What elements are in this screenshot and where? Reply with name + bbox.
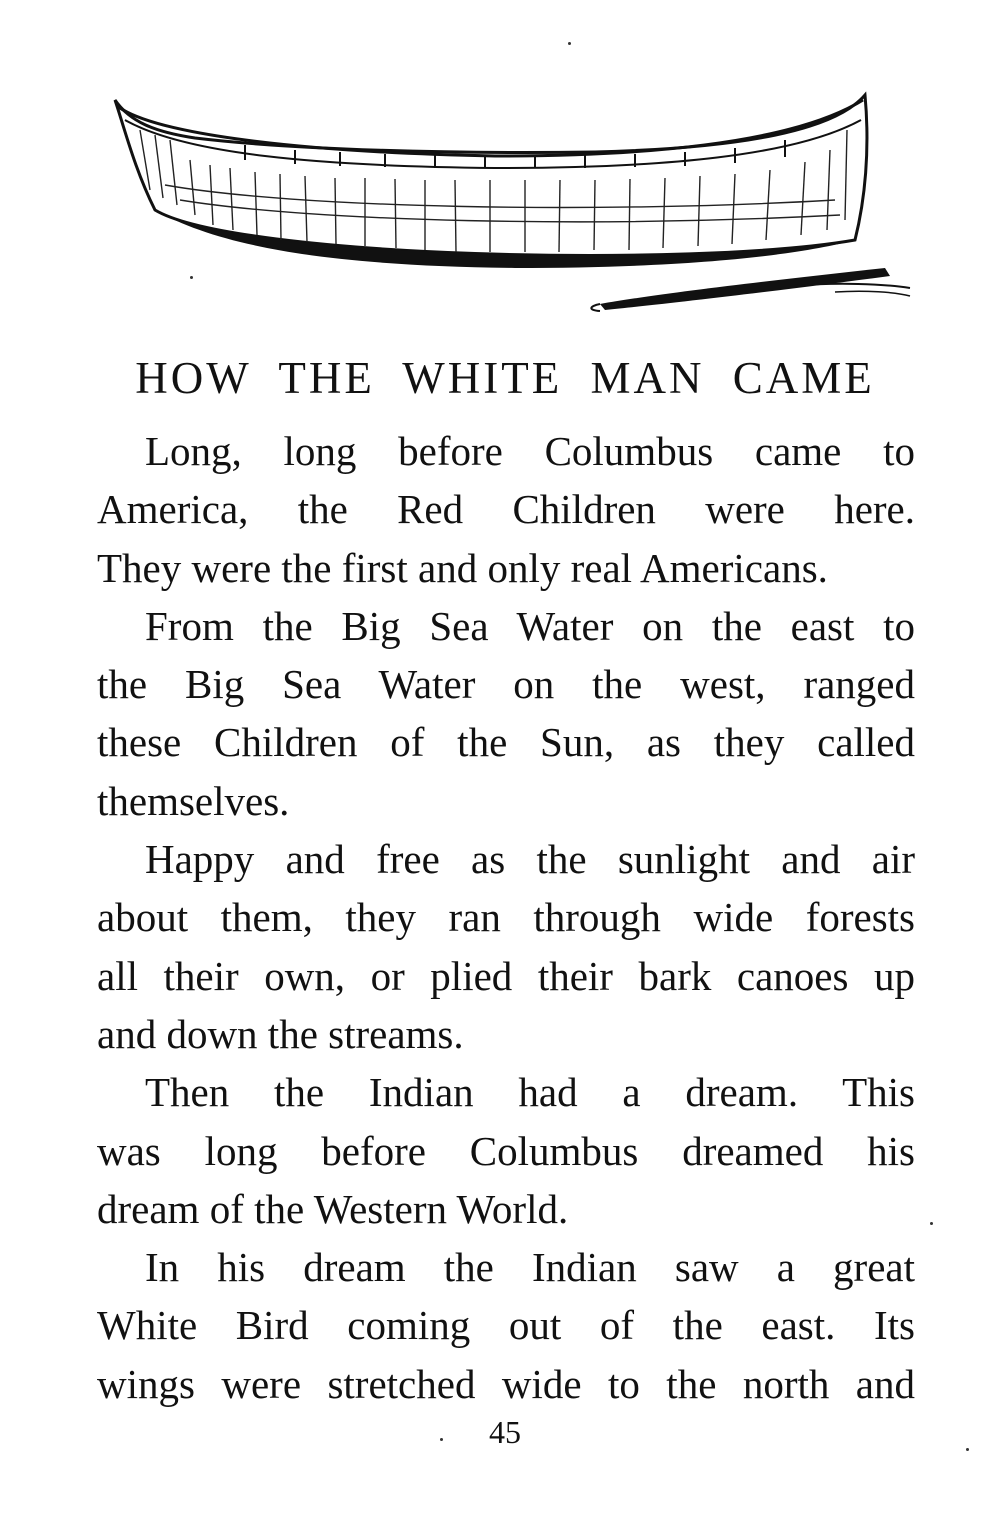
text-line: these Children of the Sun, as they called <box>97 719 915 766</box>
scan-speck <box>966 1448 969 1451</box>
text-line: the Big Sea Water on the west, ranged <box>97 661 915 708</box>
text-line: Then the Indian had a dream. This <box>145 1069 915 1116</box>
text-line: was long before Columbus dreamed his <box>97 1127 915 1174</box>
text-line: wings were stretched wide to the north and <box>97 1360 915 1407</box>
text-line: themselves. <box>97 777 290 824</box>
scan-speck <box>930 1222 933 1225</box>
text-line: America, the Red Children were here. <box>97 486 915 533</box>
birch-bark-canoe-with-paddle-icon <box>115 95 910 311</box>
text-line: and down the streams. <box>97 1010 464 1057</box>
body-text <box>97 422 915 1413</box>
text-line: In his dream the Indian saw a great <box>145 1244 915 1291</box>
page-number: 45 <box>489 1414 521 1450</box>
scan-speck <box>568 42 571 45</box>
paragraph <box>97 1238 915 1413</box>
text-line: about them, they ran through wide forests <box>97 894 915 941</box>
text-line: all their own, or plied their bark canoes up <box>97 952 915 999</box>
text-line: From the Big Sea Water on the east to <box>145 602 915 649</box>
scan-speck <box>440 1438 443 1441</box>
scan-speck <box>190 276 193 279</box>
paragraph <box>97 1063 915 1238</box>
canoe-illustration <box>95 90 925 320</box>
text-line: dream of the Western World. <box>97 1185 569 1232</box>
text-line: They were the first and only real Americans. <box>97 544 828 591</box>
chapter-title: HOW THE WHITE MAN CAME <box>135 353 875 403</box>
paragraph <box>97 830 915 1063</box>
text-line: Happy and free as the sunlight and air <box>145 836 915 883</box>
text-line: Long, long before Columbus came to <box>145 428 915 474</box>
text-line: White Bird coming out of the east. Its <box>97 1302 915 1349</box>
paragraph <box>97 422 915 597</box>
paragraph <box>97 597 915 830</box>
